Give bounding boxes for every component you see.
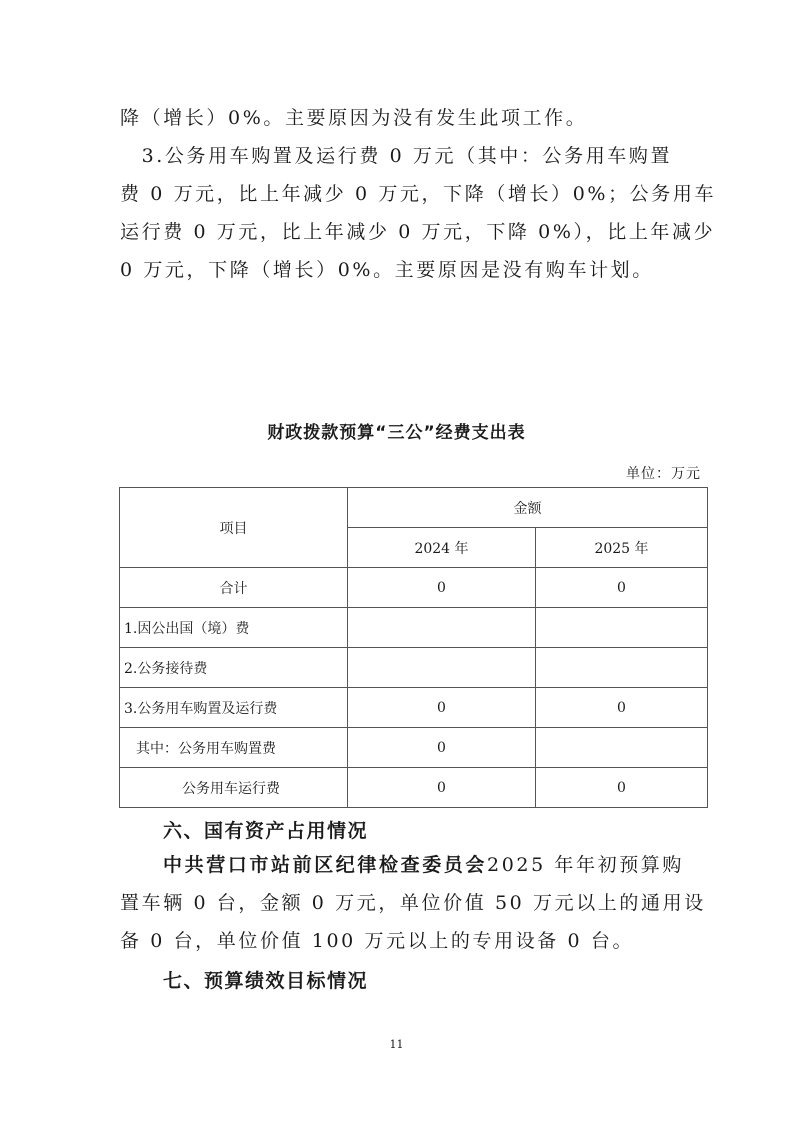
row-value-2025 bbox=[536, 728, 708, 768]
table-row bbox=[120, 568, 708, 608]
row-label: 其中：公务用车购置费 bbox=[120, 728, 348, 768]
row-value-2024 bbox=[348, 608, 536, 648]
table-row bbox=[120, 728, 708, 768]
row-value-2024: 0 bbox=[348, 688, 536, 728]
paragraph-line: 费 0 万元，比上年减少 0 万元，下降（增长）0%；公务用车 bbox=[120, 183, 717, 205]
paragraph-line: 0 万元，下降（增长）0%。主要原因是没有购车计划。 bbox=[120, 259, 654, 281]
row-value-2025: 0 bbox=[536, 688, 708, 728]
table-title: 财政拨款预算“三公”经费支出表 bbox=[267, 423, 526, 443]
table-header-row bbox=[120, 488, 708, 528]
row-value-2024 bbox=[348, 648, 536, 688]
row-label: 1.因公出国（境）费 bbox=[120, 608, 348, 648]
header-item: 项目 bbox=[120, 488, 348, 568]
row-value-2025 bbox=[536, 648, 708, 688]
header-year-2024: 2024 年 bbox=[348, 528, 536, 568]
paragraph-line: 运行费 0 万元，比上年减少 0 万元，下降 0%），比上年减少 bbox=[120, 221, 716, 243]
paragraph-text: 2025 年年初预算购 bbox=[487, 854, 685, 876]
page-number: 11 bbox=[389, 1038, 404, 1051]
row-label: 合计 bbox=[120, 568, 348, 608]
row-label: 公务用车运行费 bbox=[120, 768, 348, 808]
row-value-2025: 0 bbox=[536, 768, 708, 808]
row-value-2025 bbox=[536, 608, 708, 648]
three-public-expense-table bbox=[119, 487, 708, 808]
paragraph-line: 降（增长）0%。主要原因为没有发生此项工作。 bbox=[120, 107, 588, 129]
table-row bbox=[120, 688, 708, 728]
row-label: 3.公务用车购置及运行费 bbox=[120, 688, 348, 728]
paragraph-line bbox=[120, 846, 685, 884]
header-year-2025: 2025 年 bbox=[536, 528, 708, 568]
org-name: 中共营口市站前区纪律检查委员会 bbox=[163, 854, 488, 876]
row-value-2024: 0 bbox=[348, 728, 536, 768]
header-amount: 金额 bbox=[348, 488, 708, 528]
row-value-2024: 0 bbox=[348, 568, 536, 608]
table-row bbox=[120, 608, 708, 648]
paragraph-line: 置车辆 0 台，金额 0 万元，单位价值 50 万元以上的通用设 bbox=[120, 892, 706, 914]
section7-heading: 七、预算绩效目标情况 bbox=[163, 970, 369, 992]
row-value-2025: 0 bbox=[536, 568, 708, 608]
table-row bbox=[120, 768, 708, 808]
row-label: 2.公务接待费 bbox=[120, 648, 348, 688]
table-unit: 单位：万元 bbox=[626, 466, 701, 482]
row-value-2024: 0 bbox=[348, 768, 536, 808]
section6-heading: 六、国有资产占用情况 bbox=[163, 820, 369, 842]
table-row bbox=[120, 648, 708, 688]
paragraph-line: 3.公务用车购置及运行费 0 万元（其中：公务用车购置 bbox=[120, 145, 673, 167]
paragraph-line: 备 0 台，单位价值 100 万元以上的专用设备 0 台。 bbox=[120, 930, 635, 952]
